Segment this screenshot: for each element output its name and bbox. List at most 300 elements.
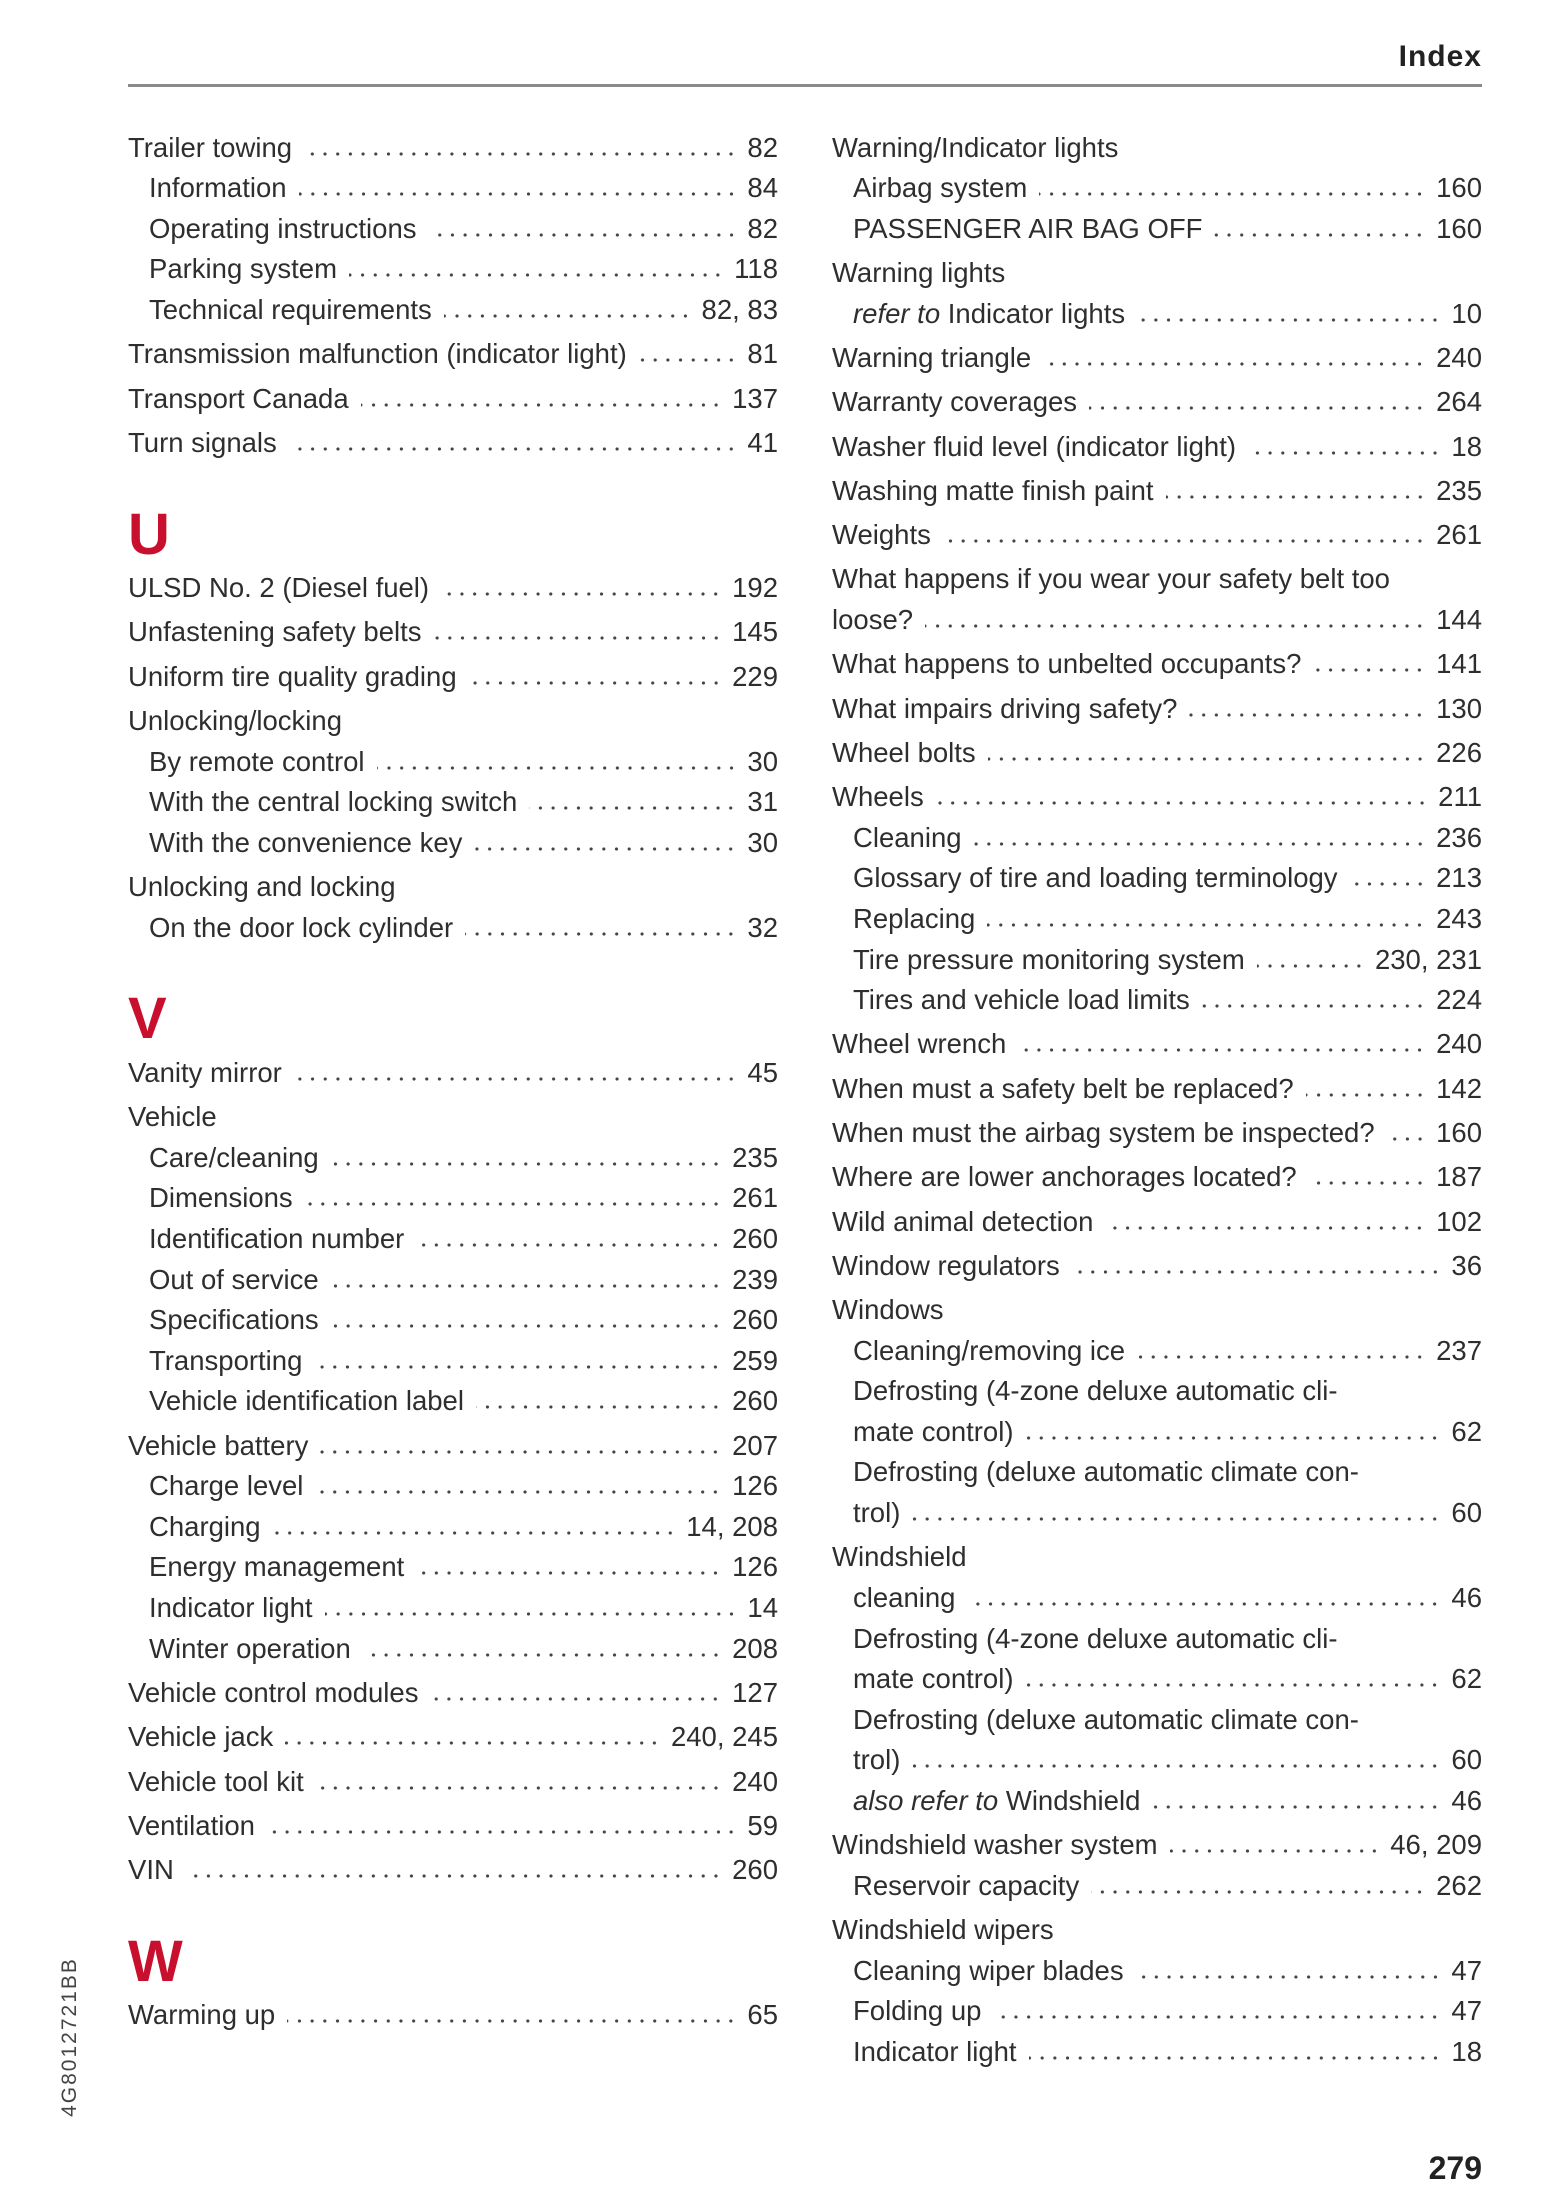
- index-entry[interactable]: [128, 1850, 778, 1891]
- index-entry[interactable]: [832, 2032, 1482, 2073]
- entry-page-ref: 47: [1451, 1954, 1482, 1986]
- entry-label: [832, 128, 1118, 169]
- entry-text: Information: [149, 172, 287, 204]
- entry-page-ref: 240: [1436, 1028, 1482, 1060]
- index-entry[interactable]: [128, 423, 778, 464]
- entry-text: Defrosting (4-zone deluxe automatic cli-: [853, 1375, 1338, 1407]
- entry-label: [853, 899, 975, 940]
- dot-leader: [474, 846, 737, 852]
- entry-page-ref: 59: [747, 1809, 778, 1841]
- index-entry[interactable]: [832, 1866, 1482, 1907]
- entry-page-ref: 142: [1436, 1072, 1482, 1104]
- dot-leader: [1025, 1682, 1441, 1688]
- dot-leader: [1152, 1804, 1441, 1810]
- entry-label: [853, 940, 1245, 981]
- entry-page-ref: 10: [1451, 297, 1482, 329]
- index-entry[interactable]: [128, 1547, 778, 1588]
- index-entry[interactable]: [832, 1371, 1482, 1412]
- dot-leader: [305, 1201, 722, 1207]
- index-entry[interactable]: [832, 858, 1482, 899]
- index-entry[interactable]: [832, 1069, 1482, 1110]
- index-entry[interactable]: [832, 1781, 1482, 1822]
- entry-page-ref: 259: [732, 1344, 778, 1376]
- dot-leader: [377, 765, 738, 771]
- entry-text: Windshield: [832, 1541, 967, 1573]
- index-entry[interactable]: [832, 733, 1482, 774]
- dot-leader: [1072, 1269, 1442, 1275]
- dot-leader: [1202, 1003, 1426, 1009]
- entry-text: Indicator lights: [947, 297, 1126, 329]
- entry-text: What impairs driving safety?: [832, 692, 1178, 724]
- index-entry[interactable]: [832, 980, 1482, 1021]
- entry-label: [128, 701, 342, 742]
- entry-text: Wheels: [832, 781, 924, 813]
- entry-label: [832, 1157, 1297, 1198]
- index-entry[interactable]: [832, 1157, 1482, 1198]
- entry-page-ref: 240: [1436, 342, 1482, 374]
- entry-page-ref: 261: [1436, 519, 1482, 551]
- entry-text: Unfastening safety belts: [128, 616, 422, 648]
- entry-label: [853, 1371, 1338, 1412]
- index-entry[interactable]: [832, 777, 1482, 818]
- index-entry[interactable]: [128, 1097, 778, 1138]
- entry-text: Cleaning: [853, 821, 962, 853]
- entry-label: [832, 777, 924, 818]
- entry-page-ref: 46: [1451, 1784, 1482, 1816]
- dot-leader: [1313, 667, 1426, 673]
- index-entry-continuation: [832, 1740, 1482, 1781]
- entry-text: Parking system: [149, 253, 337, 285]
- entry-page-ref: 82, 83: [701, 294, 778, 326]
- entry-text: Folding up: [853, 1995, 982, 2027]
- entry-label: [149, 1300, 319, 1341]
- entry-label: [128, 1673, 418, 1714]
- entry-page-ref: 46, 209: [1390, 1829, 1482, 1861]
- entry-page-ref: 243: [1436, 902, 1482, 934]
- index-entry[interactable]: [832, 899, 1482, 940]
- entry-label: [853, 168, 1027, 209]
- entry-label: [832, 338, 1031, 379]
- dot-leader: [320, 1449, 722, 1455]
- index-entry[interactable]: [128, 1381, 778, 1422]
- entry-label: [149, 249, 337, 290]
- page-header-title: Index: [1398, 40, 1482, 73]
- entry-text: Replacing: [853, 902, 976, 934]
- entry-text: Vanity mirror: [128, 1056, 282, 1088]
- entry-text: Unlocking/locking: [128, 705, 342, 737]
- entry-label: [128, 1717, 273, 1758]
- index-entry[interactable]: [832, 559, 1482, 600]
- index-entry[interactable]: [832, 1290, 1482, 1331]
- entry-label: [128, 568, 429, 609]
- entry-page-ref: 60: [1451, 1497, 1482, 1529]
- index-entry[interactable]: [128, 1053, 778, 1094]
- entry-page-ref: 160: [1436, 1116, 1482, 1148]
- entry-page-ref: 229: [732, 660, 778, 692]
- entry-text: Turn signals: [128, 426, 277, 458]
- index-entry[interactable]: [832, 382, 1482, 423]
- dot-leader: [1137, 1354, 1426, 1360]
- index-entry-continuation: [832, 1412, 1482, 1453]
- entry-text: Windshield wipers: [832, 1914, 1054, 1946]
- header-rule: [128, 84, 1482, 87]
- index-entry-continuation: [832, 1493, 1482, 1534]
- entry-label: [853, 1866, 1079, 1907]
- entry-page-ref: 260: [732, 1223, 778, 1255]
- document-code: 4G8012721BB: [58, 1957, 81, 2117]
- entry-label: [853, 1951, 1124, 1992]
- entry-page-ref: 62: [1451, 1415, 1482, 1447]
- dot-leader: [349, 272, 724, 278]
- index-column-right: [832, 124, 1482, 2072]
- entry-page-ref: 45: [747, 1056, 778, 1088]
- dot-leader: [1136, 1974, 1442, 1980]
- index-entry[interactable]: [128, 1507, 778, 1548]
- entry-text: Charge level: [149, 1470, 304, 1502]
- index-entry[interactable]: [832, 644, 1482, 685]
- entry-page-ref: 62: [1451, 1663, 1482, 1695]
- dot-leader: [974, 841, 1427, 847]
- entry-text: Washer fluid level (indicator light): [832, 430, 1237, 462]
- index-entry[interactable]: [832, 128, 1482, 169]
- letter-heading: W: [128, 1928, 183, 1994]
- entry-label: [832, 471, 1154, 512]
- entry-page-ref: 137: [732, 382, 778, 414]
- dot-leader: [1137, 317, 1441, 323]
- dot-leader: [289, 446, 738, 452]
- dot-leader: [1170, 1848, 1381, 1854]
- entry-page-ref: 160: [1436, 172, 1482, 204]
- entry-label: [149, 1260, 319, 1301]
- index-entry[interactable]: [832, 1951, 1482, 1992]
- index-entry[interactable]: [128, 209, 778, 250]
- entry-label: [832, 1202, 1093, 1243]
- entry-text: Warranty coverages: [832, 386, 1078, 418]
- dot-leader: [315, 1489, 722, 1495]
- entry-label: [149, 1547, 404, 1588]
- entry-text: Technical requirements: [149, 294, 432, 326]
- index-entry[interactable]: [128, 701, 778, 742]
- entry-text: Reservoir capacity: [853, 1869, 1080, 1901]
- entry-text: What happens to unbelted occupants?: [832, 648, 1302, 680]
- index-entry[interactable]: [128, 1995, 778, 2036]
- entry-label: [128, 1995, 275, 2036]
- index-entry[interactable]: [832, 427, 1482, 468]
- index-entry[interactable]: [832, 1246, 1482, 1287]
- dot-leader: [186, 1873, 722, 1879]
- index-entry[interactable]: [128, 782, 778, 823]
- entry-label: [853, 1700, 1359, 1741]
- index-entry[interactable]: [832, 338, 1482, 379]
- dot-leader: [304, 151, 737, 157]
- entry-text: Windshield: [1005, 1784, 1141, 1816]
- index-entry[interactable]: [128, 1806, 778, 1847]
- entry-label: [853, 980, 1190, 1021]
- entry-see-also: refer to: [853, 297, 941, 329]
- index-entry[interactable]: [128, 1588, 778, 1629]
- entry-text: ULSD No. 2 (Diesel fuel): [128, 572, 430, 604]
- index-entry[interactable]: [832, 1619, 1482, 1660]
- index-column-left: [128, 124, 778, 2036]
- entry-label: [853, 1619, 1338, 1660]
- index-entry[interactable]: [832, 1113, 1482, 1154]
- index-entry[interactable]: [128, 823, 778, 864]
- entry-page-ref: 160: [1436, 212, 1482, 244]
- dot-leader: [1105, 1225, 1426, 1231]
- entry-label: [128, 1053, 282, 1094]
- index-entry[interactable]: [832, 1024, 1482, 1065]
- entry-page-ref: 240, 245: [670, 1721, 778, 1753]
- index-entry[interactable]: [128, 742, 778, 783]
- index-entry[interactable]: [128, 908, 778, 949]
- entry-page-ref: 145: [732, 616, 778, 648]
- entry-label: [832, 689, 1177, 730]
- index-entry[interactable]: [832, 515, 1482, 556]
- entry-page-ref: 36: [1451, 1249, 1482, 1281]
- index-entry[interactable]: [832, 209, 1482, 250]
- entry-text: Out of service: [149, 1263, 319, 1295]
- index-entry[interactable]: [128, 1300, 778, 1341]
- entry-page-ref: 82: [747, 131, 778, 163]
- entry-label: [853, 294, 1125, 335]
- entry-page-ref: 235: [1436, 474, 1482, 506]
- entry-text: Trailer towing: [128, 131, 293, 163]
- index-entry[interactable]: [832, 1578, 1482, 1619]
- index-entry[interactable]: [832, 471, 1482, 512]
- entry-label: [149, 782, 517, 823]
- entry-text: By remote control: [149, 745, 365, 777]
- entry-page-ref: 211: [1438, 781, 1482, 813]
- entry-label: [832, 1290, 944, 1331]
- entry-text: What happens if you wear your safety belt too: [832, 563, 1390, 595]
- index-entry[interactable]: [832, 1537, 1482, 1578]
- index-entry[interactable]: [832, 1331, 1482, 1372]
- dot-leader: [285, 1740, 661, 1746]
- entry-text: Wheel wrench: [832, 1028, 1007, 1060]
- entry-page-ref: 236: [1436, 821, 1482, 853]
- entry-label: [832, 427, 1236, 468]
- entry-label: [128, 423, 277, 464]
- entry-page-ref: 84: [747, 172, 778, 204]
- index-entry[interactable]: [832, 294, 1482, 335]
- dot-leader: [469, 680, 722, 686]
- dot-leader: [936, 800, 1428, 806]
- entry-text: Identification number: [149, 1223, 405, 1255]
- entry-label: [832, 253, 1005, 294]
- entry-text: Ventilation: [128, 1809, 255, 1841]
- dot-leader: [476, 1404, 722, 1410]
- index-entry[interactable]: [128, 1629, 778, 1670]
- entry-label: [853, 1452, 1359, 1493]
- entry-label: [128, 657, 457, 698]
- dot-leader: [363, 1652, 722, 1658]
- entry-label: [853, 2032, 1017, 2073]
- entry-page-ref: 260: [732, 1854, 778, 1886]
- dot-leader: [1043, 361, 1426, 367]
- entry-text: Where are lower anchorages located?: [832, 1161, 1297, 1193]
- entry-label: [128, 1097, 217, 1138]
- entry-page-ref: 126: [732, 1470, 778, 1502]
- entry-page-ref: 144: [1436, 604, 1482, 636]
- index-entry[interactable]: [128, 1178, 778, 1219]
- dot-leader: [1166, 494, 1427, 500]
- entry-text: Transporting: [149, 1344, 303, 1376]
- entry-continuation-text: loose?: [832, 604, 914, 636]
- entry-label: [128, 1426, 308, 1467]
- index-entry[interactable]: [832, 253, 1482, 294]
- entry-text: Transport Canada: [128, 382, 349, 414]
- entry-text: Defrosting (deluxe automatic climate con-: [853, 1703, 1359, 1735]
- entry-page-ref: 126: [732, 1551, 778, 1583]
- entry-label: [853, 1991, 981, 2032]
- dot-leader: [1387, 1136, 1426, 1142]
- dot-leader: [1309, 1180, 1426, 1186]
- dot-leader: [294, 1076, 738, 1082]
- entry-text: On the door lock cylinder: [149, 911, 454, 943]
- entry-text: Cleaning wiper blades: [853, 1954, 1124, 1986]
- index-entry[interactable]: [128, 1466, 778, 1507]
- entry-text: Specifications: [149, 1304, 319, 1336]
- dot-leader: [325, 1611, 738, 1617]
- index-entry[interactable]: [128, 1260, 778, 1301]
- entry-label: [853, 818, 962, 859]
- entry-page-ref: 192: [732, 572, 778, 604]
- entry-label: [128, 334, 627, 375]
- index-entry[interactable]: [832, 1452, 1482, 1493]
- entry-text: Vehicle identification label: [149, 1385, 464, 1417]
- dot-leader: [1091, 1889, 1426, 1895]
- index-entry[interactable]: [128, 1717, 778, 1758]
- entry-page-ref: 224: [1436, 984, 1482, 1016]
- dot-leader: [943, 538, 1426, 544]
- index-entry[interactable]: [128, 379, 778, 420]
- dot-leader: [912, 1516, 1441, 1522]
- index-entry[interactable]: [832, 940, 1482, 981]
- entry-text: Dimensions: [149, 1182, 293, 1214]
- entry-text: With the central locking switch: [149, 786, 518, 818]
- entry-text: Wheel bolts: [832, 736, 976, 768]
- entry-label: [832, 515, 931, 556]
- dot-leader: [287, 2018, 737, 2024]
- entry-text: Uniform tire quality grading: [128, 660, 457, 692]
- index-entry-continuation: [832, 600, 1482, 641]
- index-entry[interactable]: [128, 1762, 778, 1803]
- entry-text: Tire pressure monitoring system: [853, 943, 1245, 975]
- entry-page-ref: 65: [747, 1999, 778, 2031]
- entry-label: [853, 1781, 1140, 1822]
- dot-leader: [331, 1283, 722, 1289]
- index-entry[interactable]: [128, 334, 778, 375]
- index-entry[interactable]: [128, 290, 778, 331]
- entry-text: Unlocking and locking: [128, 871, 396, 903]
- index-entry[interactable]: [128, 867, 778, 908]
- index-entry[interactable]: [832, 689, 1482, 730]
- entry-label: [128, 1806, 255, 1847]
- entry-page-ref: 187: [1436, 1161, 1482, 1193]
- entry-label: [149, 1341, 302, 1382]
- index-entry[interactable]: [832, 1825, 1482, 1866]
- entry-continuation-text: mate control): [853, 1663, 1014, 1695]
- entry-page-ref: 18: [1451, 2035, 1482, 2067]
- index-entry[interactable]: [128, 128, 778, 169]
- index-entry[interactable]: [128, 657, 778, 698]
- entry-label: [149, 1588, 313, 1629]
- entry-page-ref: 82: [747, 212, 778, 244]
- entry-page-ref: 260: [732, 1304, 778, 1336]
- entry-page-ref: 127: [732, 1676, 778, 1708]
- entry-page-ref: 226: [1436, 736, 1482, 768]
- entry-text: Indicator light: [853, 2035, 1017, 2067]
- entry-text: Windows: [832, 1294, 944, 1326]
- index-entry[interactable]: [128, 612, 778, 653]
- entry-label: [149, 1219, 404, 1260]
- entry-page-ref: 260: [732, 1385, 778, 1417]
- index-entry[interactable]: [832, 1700, 1482, 1741]
- index-entry[interactable]: [128, 1219, 778, 1260]
- index-entry[interactable]: [832, 818, 1482, 859]
- entry-text: Defrosting (4-zone deluxe automatic cli-: [853, 1622, 1338, 1654]
- entry-page-ref: 208: [732, 1632, 778, 1664]
- entry-page-ref: 240: [732, 1765, 778, 1797]
- entry-page-ref: 261: [732, 1182, 778, 1214]
- entry-text: Weights: [832, 519, 931, 551]
- index-entry[interactable]: [128, 1341, 778, 1382]
- entry-text: Warning/Indicator lights: [832, 131, 1119, 163]
- entry-label: [128, 128, 292, 169]
- entry-page-ref: 239: [732, 1263, 778, 1295]
- dot-leader: [1018, 1047, 1426, 1053]
- entry-label: [149, 742, 365, 783]
- index-entry[interactable]: [128, 249, 778, 290]
- index-entry[interactable]: [128, 568, 778, 609]
- entry-text: Vehicle tool kit: [128, 1765, 304, 1797]
- entry-page-ref: 41: [747, 426, 778, 458]
- entry-page-ref: 14, 208: [686, 1510, 778, 1542]
- entry-page-ref: 30: [747, 826, 778, 858]
- entry-page-ref: 264: [1436, 386, 1482, 418]
- entry-label: [832, 644, 1301, 685]
- dot-leader: [267, 1829, 738, 1835]
- dot-leader: [987, 922, 1426, 928]
- entry-page-ref: 30: [747, 745, 778, 777]
- entry-text: Transmission malfunction (indicator light): [128, 338, 627, 370]
- entry-text: Warning triangle: [832, 342, 1032, 374]
- index-entry[interactable]: [128, 1673, 778, 1714]
- entry-text: VIN: [128, 1854, 174, 1886]
- entry-text: Airbag system: [853, 172, 1028, 204]
- index-entry[interactable]: [832, 168, 1482, 209]
- index-entry[interactable]: [832, 1202, 1482, 1243]
- entry-label: [149, 823, 462, 864]
- entry-label: [149, 908, 453, 949]
- entry-text: Washing matte finish paint: [832, 474, 1154, 506]
- index-entry[interactable]: [128, 1138, 778, 1179]
- index-entry[interactable]: [128, 1426, 778, 1467]
- dot-leader: [316, 1785, 722, 1791]
- index-entry[interactable]: [128, 168, 778, 209]
- entry-text: With the convenience key: [149, 826, 463, 858]
- entry-page-ref: 118: [734, 253, 778, 285]
- dot-leader: [429, 232, 738, 238]
- entry-page-ref: 14: [747, 1592, 778, 1624]
- entry-label: [853, 858, 1338, 899]
- entry-text: cleaning: [853, 1581, 956, 1613]
- index-entry[interactable]: [832, 1910, 1482, 1951]
- dot-leader: [925, 623, 1426, 629]
- index-entry[interactable]: [832, 1991, 1482, 2032]
- entry-label: [832, 1246, 1060, 1287]
- entry-text: Defrosting (deluxe automatic climate con-: [853, 1456, 1359, 1488]
